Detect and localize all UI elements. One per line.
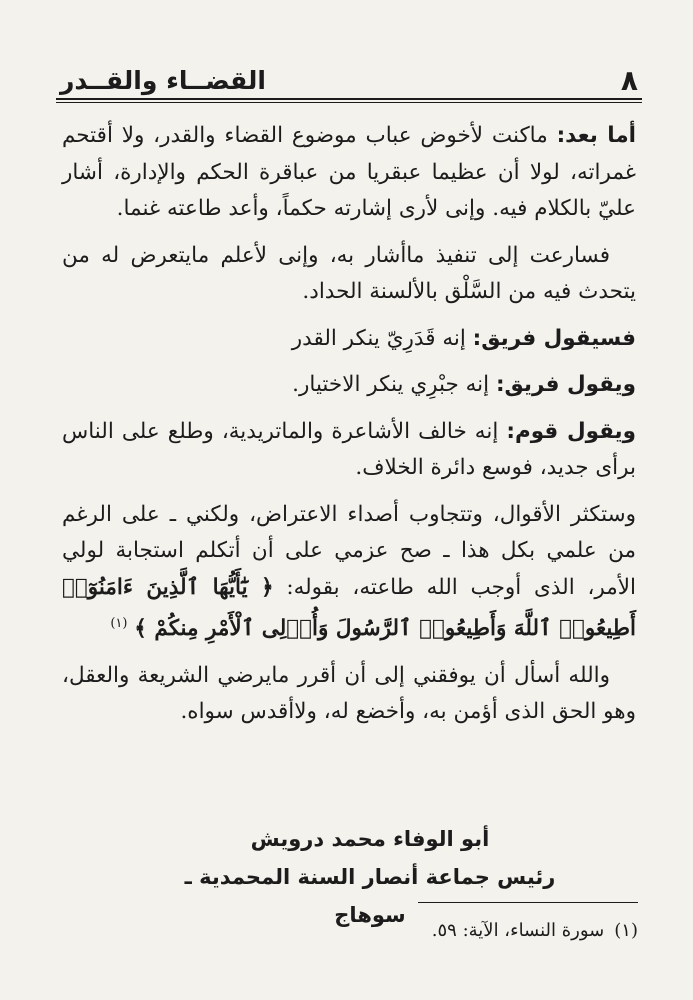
footnote-number: (١) <box>614 920 638 941</box>
paragraph-2-text: فسارعت إلى تنفيذ ماأشار به، وإنى لأعلم مايتعرض له من يتحدث فيه من السَّلْق بالألسنة الحداد. <box>62 242 636 304</box>
header-divider <box>56 98 642 103</box>
paragraph-1-lead: أما بعد: <box>556 123 636 148</box>
author-name: أبو الوفاء محمد درويش <box>250 827 490 851</box>
paragraph-7 <box>62 658 636 731</box>
footnote-text: سورة النساء، الآية: ٥٩. <box>431 920 605 941</box>
signature-block <box>150 820 590 934</box>
paragraph-4-text: إنه جبْرِي ينكر الاختيار. <box>292 372 496 397</box>
paragraph-3-text: إنه قَدَرِيّ ينكر القدر <box>291 325 473 351</box>
paragraph-5 <box>62 414 636 487</box>
running-header <box>60 62 638 96</box>
page-number: ٨ <box>620 64 638 97</box>
footnote <box>200 918 638 944</box>
running-title: القضــاء والقــدر <box>60 66 266 95</box>
quran-verse: ﴿ يَٰٓأَيُّهَا ٱلَّذِينَ ءَامَنُوٓا۟ أَطِيعُوا۟ ٱللَّهَ وَأَطِيعُوا۟ ٱلرَّسُولَ وَأُو۟لِى ٱلْأَمْرِ مِنكُمْ ﴾ <box>62 574 636 642</box>
paragraph-3-lead: فسيقول فريق: <box>472 325 636 351</box>
footnote-reference: (١) <box>110 616 128 631</box>
paragraph-4-lead: ويقول فريق: <box>495 372 636 397</box>
paragraph-6-text: وستكثر الأقوال، وتتجاوب أصداء الاعتراض، ولكني ـ على الرغم من علمي بكل هذا ـ صح عزمي على أن أتكلم استجابة لولي الأمر، الذى أوجب الله طاعته، بقوله: <box>62 501 636 600</box>
paragraph-6 <box>62 497 636 648</box>
footnote-divider <box>418 902 638 903</box>
paragraph-2 <box>62 238 636 311</box>
paragraph-1 <box>62 118 636 228</box>
paragraph-4 <box>62 367 636 404</box>
paragraph-3 <box>62 321 636 358</box>
paragraph-5-lead: ويقول قوم: <box>506 418 636 444</box>
paragraph-5-text: إنه خالف الأشاعرة والماتريدية، وطلع على الناس برأى جديد، فوسع دائرة الخلاف. <box>62 418 636 480</box>
author-title: رئيس جماعة أنصار السنة المحمدية ـ سوهاج <box>184 865 556 927</box>
paragraph-1-text: ماكنت لأخوض عباب موضوع القضاء والقدر، ولا أقتحم غمراته، لولا أن عظيما عبقريا من عباقرة الحكم والإدارة، أشار عليّ بالكلام فيه. وإنى لأرى إشارته حكماً، وأعد طاعته غنما. <box>62 123 636 221</box>
paragraph-7-text: والله أسأل أن يوفقني إلى أن أقرر مايرضي الشريعة والعقل، وهو الحق الذى أؤمن به، وأخضع له، ولاأقدس سواه. <box>62 662 636 725</box>
main-text <box>62 118 636 741</box>
